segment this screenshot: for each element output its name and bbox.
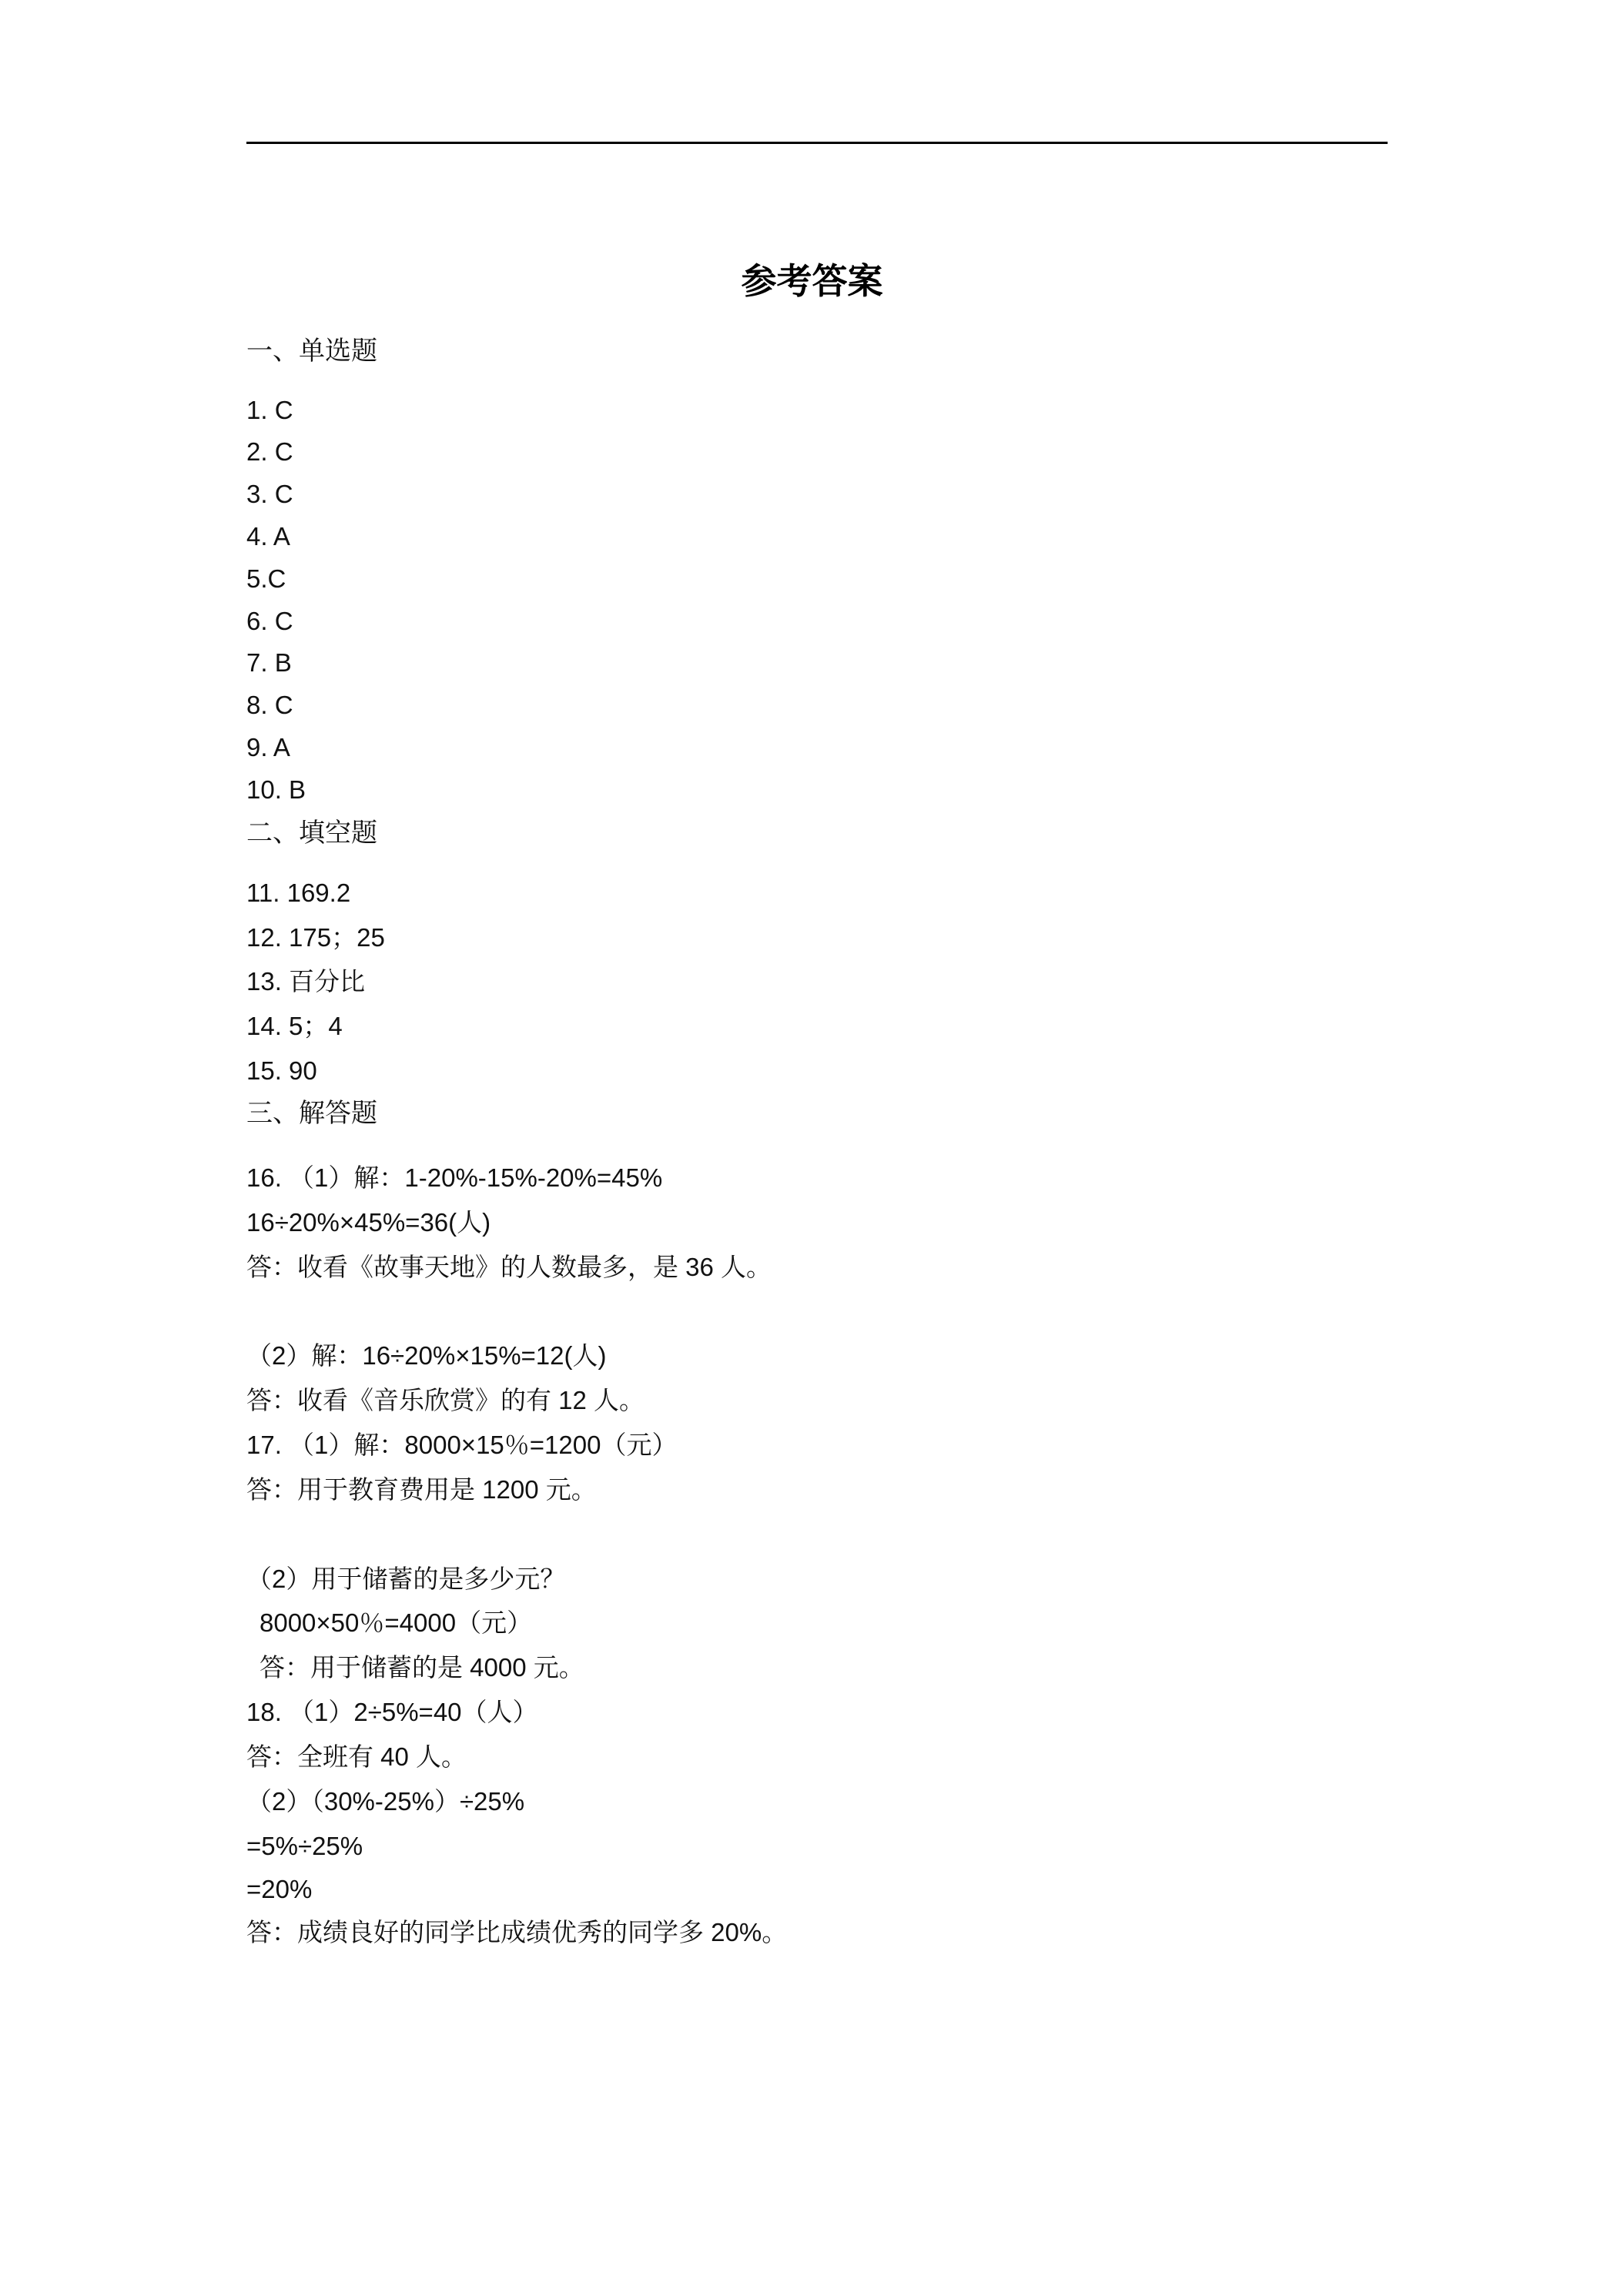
answer-line: =20% [246, 1875, 313, 1903]
answer-line: 17. （1）解：8000×15％=1200（元） [246, 1431, 678, 1459]
answer-line: 12. 175；25 [246, 923, 385, 952]
header-rule [246, 142, 1388, 144]
answer-line: 6. C [246, 607, 293, 635]
answer-line: （2）（30%-25%）÷25% [246, 1787, 525, 1816]
answer-line: 答：成绩良好的同学比成绩优秀的同学多 20%。 [246, 1918, 788, 1946]
answer-line: 答：全班有 40 人。 [246, 1742, 467, 1771]
answer-line: 11. 169.2 [246, 879, 351, 907]
answer-line: （2）解：16÷20%×15%=12(人) [246, 1341, 607, 1370]
answer-line: 8000×50％=4000（元） [260, 1608, 533, 1637]
answer-line: 16. （1）解：1-20%-15%-20%=45% [246, 1163, 663, 1192]
section-heading-solutions: 三、解答题 [246, 1098, 377, 1129]
answer-line: 答：用于教育费用是 1200 元。 [246, 1475, 597, 1504]
answer-line: 7. B [246, 648, 292, 677]
answer-line: 答：收看《故事天地》的人数最多，是 36 人。 [246, 1253, 772, 1281]
answer-line: 3. C [246, 480, 293, 508]
section-heading-fill-blank: 二、填空题 [246, 818, 377, 848]
answer-line: 5.C [246, 564, 286, 593]
answer-line: 8. C [246, 691, 293, 719]
answer-line: 1. C [246, 396, 293, 424]
answer-line: =5%÷25% [246, 1832, 363, 1860]
answer-line: 15. 90 [246, 1056, 317, 1085]
section-heading-single-choice: 一、单选题 [246, 336, 377, 366]
answer-line: 10. B [246, 775, 306, 804]
answer-line: （2）用于储蓄的是多少元？ [246, 1565, 566, 1593]
answer-line: 9. A [246, 733, 290, 761]
answer-line: 16÷20%×45%=36(人) [246, 1208, 491, 1237]
answer-line: 2. C [246, 437, 293, 466]
answer-line: 14. 5；4 [246, 1012, 343, 1040]
answer-line: 4. A [246, 522, 290, 551]
answer-line: 18. （1）2÷5%=40（人） [246, 1698, 538, 1726]
answer-line: 答：收看《音乐欣赏》的有 12 人。 [246, 1386, 645, 1414]
answer-line: 答：用于储蓄的是 4000 元。 [260, 1653, 584, 1682]
answer-line: 13. 百分比 [246, 967, 366, 996]
page-title: 参考答案 [741, 260, 883, 302]
